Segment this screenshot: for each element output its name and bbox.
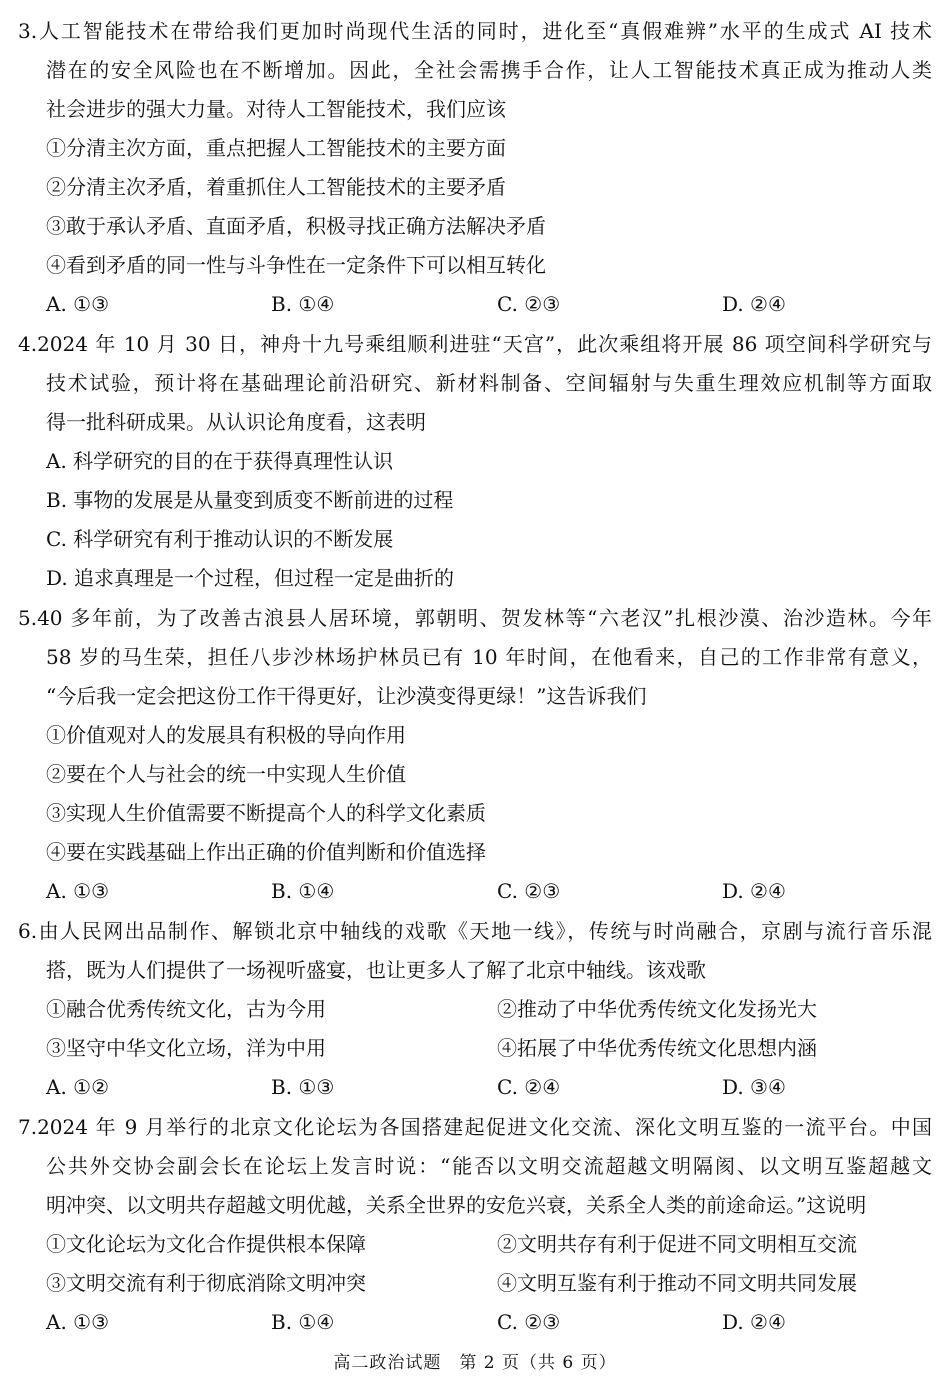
question-7 (18, 1108, 932, 1342)
question-6-options-row-2 (18, 1029, 932, 1068)
choice-b: B. ①④ (271, 1310, 335, 1334)
question-7-options-row-1 (18, 1225, 932, 1264)
question-7-option: ④文明互鉴有利于推动不同文明共同发展 (497, 1271, 857, 1295)
question-4-option-d: D. 追求真理是一个过程，但过程一定是曲折的 (46, 566, 455, 590)
question-5-option: ④要在实践基础上作出正确的价值判断和价值选择 (46, 840, 486, 864)
question-3-stem-line: 3.人工智能技术在带给我们更加时尚现代生活的同时，进化至“真假难辨”水平的生成式 AI 技术 (18, 19, 932, 43)
choice-c: C. ②③ (497, 1310, 561, 1334)
question-4-stem-line: 技术试验，预计将在基础理论前沿研究、新材料制备、空间辐射与失重生理效应机制等方面取 (46, 371, 932, 395)
choice-c: C. ②③ (497, 292, 561, 316)
choice-b: B. ①③ (271, 1075, 335, 1099)
question-5-choices (18, 872, 932, 911)
choice-a: A. ①② (46, 1075, 110, 1099)
choice-b: B. ①④ (271, 292, 335, 316)
question-7-option: ②文明共存有利于促进不同文明相互交流 (497, 1232, 857, 1256)
question-6-choices (18, 1068, 932, 1107)
question-5 (18, 599, 932, 911)
question-4-option-c: C. 科学研究有利于推动认识的不断发展 (46, 527, 394, 551)
question-5-option: ①价值观对人的发展具有积极的导向作用 (46, 723, 406, 747)
question-5-option: ②要在个人与社会的统一中实现人生价值 (46, 762, 406, 786)
question-6 (18, 912, 932, 1107)
question-7-stem-line: 7.2024 年 9 月举行的北京文化论坛为各国搭建起促进文化交流、深化文明互鉴的一流平台。中国 (18, 1115, 932, 1139)
question-5-option: ③实现人生价值需要不断提高个人的科学文化素质 (46, 801, 486, 825)
choice-d: D. ③④ (722, 1075, 786, 1099)
question-5-stem-line: “今后我一定会把这份工作干得更好，让沙漠变得更绿！”这告诉我们 (46, 684, 647, 708)
question-6-options-row-1 (18, 990, 932, 1029)
question-3-stem-line: 潜在的安全风险也在不断增加。因此，全社会需携手合作，让人工智能技术真正成为推动人类 (46, 58, 932, 82)
choice-b: B. ①④ (271, 879, 335, 903)
choice-a: A. ①③ (46, 1310, 110, 1334)
question-7-option: ①文化论坛为文化合作提供根本保障 (46, 1232, 366, 1256)
question-3-stem-line: 社会进步的强大力量。对待人工智能技术，我们应该 (46, 97, 506, 121)
question-7-options-row-2 (18, 1264, 932, 1303)
question-6-stem-line: 搭，既为人们提供了一场视听盛宴，也让更多人了解了北京中轴线。该戏歌 (46, 958, 706, 982)
question-6-option: ③坚守中华文化立场，洋为中用 (46, 1036, 326, 1060)
question-7-stem-line: 明冲突、以文明共存超越文明优越，关系全世界的安危兴衰，关系全人类的前途命运。”这说明 (46, 1193, 867, 1217)
question-3 (18, 12, 932, 324)
question-6-option: ①融合优秀传统文化，古为今用 (46, 997, 326, 1021)
page-footer: 高二政治试题 第 2 页（共 6 页） (333, 1353, 617, 1373)
question-6-option: ②推动了中华优秀传统文化发扬光大 (497, 997, 817, 1021)
question-3-choices (18, 285, 932, 324)
question-7-choices (18, 1303, 932, 1342)
choice-c: C. ②③ (497, 879, 561, 903)
question-4 (18, 325, 932, 598)
question-4-option-b: B. 事物的发展是从量变到质变不断前进的过程 (46, 488, 454, 512)
question-7-stem-line: 公共外交协会副会长在论坛上发言时说：“能否以文明交流超越文明隔阂、以文明互鉴超越文 (46, 1154, 932, 1178)
choice-d: D. ②④ (722, 1310, 786, 1334)
question-3-option: ②分清主次矛盾，着重抓住人工智能技术的主要矛盾 (46, 175, 506, 199)
question-6-option: ④拓展了中华优秀传统文化思想内涵 (497, 1036, 817, 1060)
question-7-option: ③文明交流有利于彻底消除文明冲突 (46, 1271, 366, 1295)
choice-d: D. ②④ (722, 879, 786, 903)
question-5-stem-line: 5.40 多年前，为了改善古浪县人居环境，郭朝明、贺发林等“六老汉”扎根沙漠、治沙造林。今年 (18, 606, 932, 630)
question-3-option: ③敢于承认矛盾、直面矛盾，积极寻找正确方法解决矛盾 (46, 214, 546, 238)
question-4-stem-line: 4.2024 年 10 月 30 日，神舟十九号乘组顺利进驻“天宫”，此次乘组将开展 86 项空间科学研究与 (18, 332, 932, 356)
question-3-option: ④看到矛盾的同一性与斗争性在一定条件下可以相互转化 (46, 253, 546, 277)
choice-d: D. ②④ (722, 292, 786, 316)
choice-a: A. ①③ (46, 292, 110, 316)
question-4-option-a: A. 科学研究的目的在于获得真理性认识 (46, 449, 394, 473)
question-4-stem-line: 得一批科研成果。从认识论角度看，这表明 (46, 410, 426, 434)
choice-a: A. ①③ (46, 879, 110, 903)
question-5-stem-line: 58 岁的马生荣，担任八步沙林场护林员已有 10 年时间，在他看来，自己的工作非常有意义， (46, 645, 932, 669)
question-6-stem-line: 6.由人民网出品制作、解锁北京中轴线的戏歌《天地一线》，传统与时尚融合，京剧与流行音乐混 (18, 919, 932, 943)
choice-c: C. ②④ (497, 1075, 561, 1099)
question-3-option: ①分清主次方面，重点把握人工智能技术的主要方面 (46, 136, 506, 160)
